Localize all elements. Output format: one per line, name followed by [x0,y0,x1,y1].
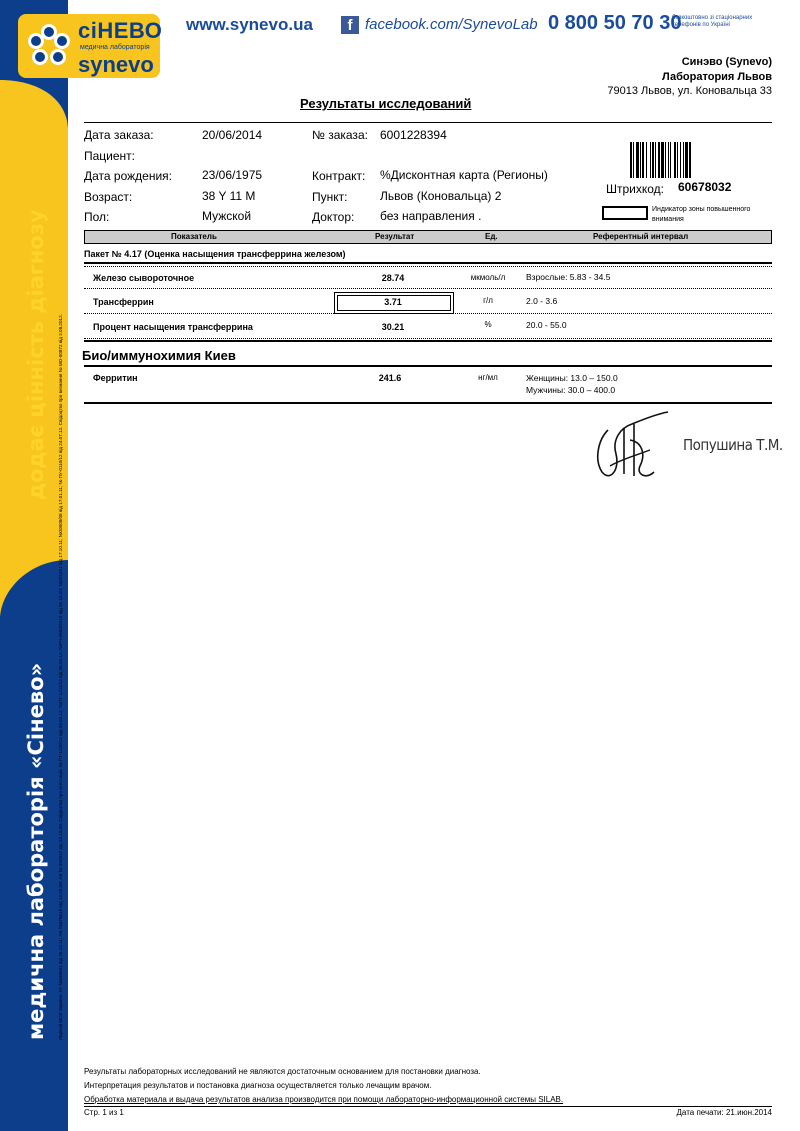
test-reference: 2.0 - 3.6 [526,296,558,306]
barcode-image [630,142,722,178]
dotted-divider [84,288,772,289]
divider [84,340,772,342]
signature-image [590,410,674,486]
divider [84,402,772,404]
col-unit: Ед. [485,232,498,241]
test-unit: мкмоль/л [470,273,506,282]
website-link[interactable]: www.synevo.ua [186,15,313,34]
package-title: Пакет № 4.17 (Оценка насыщения трансферрина железом) [84,249,346,259]
test-unit: г/л [483,296,493,305]
print-date: Дата печати: 21.июн.2014 [676,1108,772,1117]
sex-label: Пол: [84,210,110,224]
order-date-label: Дата заказа: [84,128,154,142]
test-reference-women: Женщины: 13.0 – 150.0 [526,373,618,383]
doctor-label: Доктор: [312,210,355,224]
test-reference-men: Мужчины: 30.0 – 400.0 [526,385,616,395]
slogan-yellow: додає цінність діагнозу [24,209,48,500]
signer-name: Попушина Т.М. [683,436,783,454]
test-name: Ферритин [93,373,138,383]
col-indicator: Показатель [171,232,217,241]
page-number: Стр. 1 из 1 [84,1108,124,1117]
order-no: 6001228394 [380,128,447,142]
age-label: Возраст: [84,190,133,204]
test-name: Железо сывороточное [93,273,195,283]
divider [84,262,772,264]
patient-label: Пациент: [84,149,136,163]
facebook-link[interactable]: facebook.com/SynevoLab [365,16,538,33]
logo-title-lat: synevo [78,52,154,77]
synevo-logo [18,14,163,78]
barcode-number: 60678032 [678,180,732,194]
col-reference: Референтный интервал [593,232,689,241]
hotline-phone: 0 800 50 70 30 [548,12,682,34]
point: Львов (Коновальца) 2 [380,189,502,203]
footer-disclaimer-2: Интерпретация результатов и постановка диагноза осуществляется только лечащим врачом. [84,1081,432,1090]
dotted-divider [84,266,772,267]
divider [84,1106,772,1107]
doctor: без направления . [380,209,482,223]
indicator-box [602,206,648,220]
test-value: 3.71 [384,297,402,307]
logo-subtitle: медична лабораторія [80,44,150,51]
dotted-divider [84,338,772,339]
age: 38 Y 11 M [202,189,256,203]
indicator-legend: Индикатор зоны повышенного внимания [652,206,751,223]
section-title: Био/иммунохимия Киев [82,348,236,363]
flower-icon [24,22,74,70]
phone-note: безкоштовно зі стаціонарних телефонів по Україні [672,15,753,28]
barcode-label: Штрихкод: [606,182,665,196]
test-reference: Взрослые: 5.83 - 34.5 [526,272,611,282]
footer-disclaimer-1: Результаты лабораторных исследований не являются достаточным основанием для постановки диагноза. [84,1067,481,1076]
logo-title-cyr: сіНЕВО [78,18,163,43]
birth-date: 23/06/1975 [202,168,263,182]
test-value: 30.21 [381,322,405,332]
birth-label: Дата рождения: [84,169,172,183]
test-unit: нг/мл [478,373,498,382]
lab-address: 79013 Львов, ул. Коновальца 33 [607,85,772,97]
order-date: 20/06/2014 [202,128,263,142]
order-no-label: № заказа: [312,128,368,142]
contract-label: Контракт: [312,169,366,183]
test-value: 241.6 [378,373,402,383]
license-text: Ліцензії МОЗ України: АГ №599551 від 26.12.11; АВ №478616 від 12.03.09; АВ № 492917 від 23.10.09. Свідоцтво про атестацію № ПТ-1200/12 від 09.04.12; №ПТ-1211/12 від 06.04.12; №РЧ-0683/2010 від 05.10.10; №001061 від 17.10.11; №00808/08 від 17.01.11; № ПУ-0110/12 від 24.07.12. Свідоцтво про визнання № МО-00872 від 2.08.2012. [58,314,63,1040]
lab-name: Синэво (Synevo) [681,56,772,68]
test-reference: 20.0 - 55.0 [526,320,567,330]
test-name: Процент насыщения трансферрина [93,322,253,332]
page-title: Результаты исследований [300,96,472,111]
table-header [84,230,772,244]
divider [84,365,772,367]
slogan-white: медична лабораторія «Сінево» [24,662,48,1040]
sex: Мужской [202,209,252,223]
test-unit: % [484,320,492,329]
col-result: Результат [375,232,415,241]
lab-branch: Лаборатория Львов [662,71,772,83]
test-value: 28.74 [381,273,405,283]
point-label: Пункт: [312,190,348,204]
divider [84,122,772,123]
footer-disclaimer-3: Обработка материала и выдача результатов анализа производится при помощи лабораторно-информационной системы SILAB. [84,1095,564,1104]
dotted-divider [84,313,772,314]
contract: %Дисконтная карта (Регионы) [380,168,548,182]
test-name: Трансферрин [93,297,154,307]
facebook-icon: f [341,16,359,34]
